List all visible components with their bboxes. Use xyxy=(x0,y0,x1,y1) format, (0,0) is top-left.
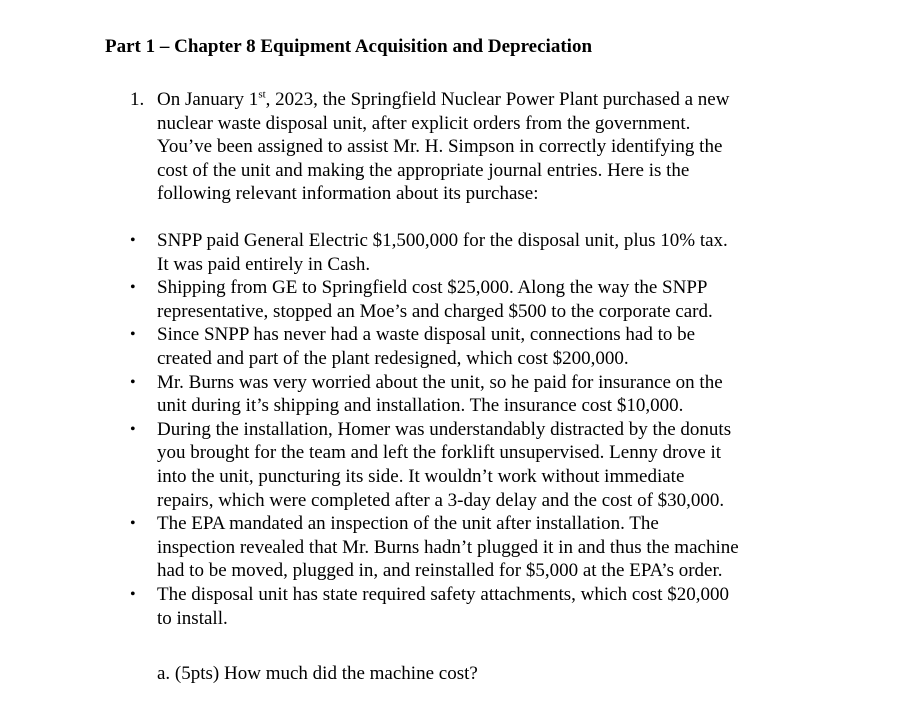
question-line: cost of the unit and making the appropriate journal entries. Here is the xyxy=(157,159,690,181)
list-item xyxy=(130,371,739,418)
question-line: following relevant information about its purchase: xyxy=(157,183,539,204)
list-item xyxy=(130,276,739,323)
list-item xyxy=(130,323,739,370)
bullet-line: had to be moved, plugged in, and reinstalled for $5,000 at the EPA’s order. xyxy=(157,560,723,582)
bullet-line: inspection revealed that Mr. Burns hadn’t plugged it in and thus the machine xyxy=(157,536,739,558)
sub-question: a. (5pts) How much did the machine cost? xyxy=(157,663,478,684)
bullet-line: unit during it’s shipping and installation. The insurance cost $10,000. xyxy=(157,395,684,417)
bullet-line: Shipping from GE to Springfield cost $25,000. Along the way the SNPP xyxy=(157,277,708,299)
info-bullet-list xyxy=(130,229,739,630)
page-title: Part 1 – Chapter 8 Equipment Acquisition and Depreciation xyxy=(105,36,593,57)
list-item xyxy=(130,583,739,630)
bullet-line: It was paid entirely in Cash. xyxy=(157,253,371,275)
bullet-line: representative, stopped an Moe’s and charged $500 to the corporate card. xyxy=(157,300,713,322)
bullet-line: The EPA mandated an inspection of the unit after installation. The xyxy=(157,513,659,535)
bullet-icon: • xyxy=(130,232,136,249)
question-text xyxy=(157,88,797,206)
bullet-line: created and part of the plant redesigned, which cost $200,000. xyxy=(157,347,629,369)
question-number: 1. xyxy=(130,89,145,110)
bullet-line: to install. xyxy=(157,607,228,629)
list-item xyxy=(130,512,739,583)
bullet-icon: • xyxy=(130,515,136,533)
bullet-icon: • xyxy=(130,373,136,391)
question-line xyxy=(157,88,797,112)
bullet-line: The disposal unit has state required safety attachments, which cost $20,000 xyxy=(157,583,729,605)
bullet-line: Mr. Burns was very worried about the unit, so he paid for insurance on the xyxy=(157,371,723,393)
bullet-icon: • xyxy=(130,420,136,438)
list-item xyxy=(130,229,739,276)
bullet-icon: • xyxy=(130,279,136,297)
bullet-line: During the installation, Homer was understandably distracted by the donuts xyxy=(157,418,732,440)
bullet-icon: • xyxy=(130,326,136,344)
question-line-end: , 2023, the Springfield Nuclear Power Plant purchased a new xyxy=(265,89,730,110)
bullet-line: SNPP paid General Electric $1,500,000 for the disposal unit, plus 10% tax. xyxy=(157,230,728,251)
question-line-start: On January 1 xyxy=(157,89,259,110)
bullet-line: repairs, which were completed after a 3-day delay and the cost of $30,000. xyxy=(157,489,725,511)
bullet-line: you brought for the team and left the forklift unsupervised. Lenny drove it xyxy=(157,442,722,464)
bullet-line: into the unit, puncturing its side. It wouldn’t work without immediate xyxy=(157,465,685,487)
question-line: nuclear waste disposal unit, after explicit orders from the government. xyxy=(157,112,691,134)
ordinal-suffix: st xyxy=(258,88,266,101)
list-item xyxy=(130,418,739,512)
question-line: You’ve been assigned to assist Mr. H. Simpson in correctly identifying the xyxy=(157,136,723,157)
bullet-line: Since SNPP has never had a waste disposal unit, connections had to be xyxy=(157,324,696,346)
bullet-icon: • xyxy=(130,585,136,603)
